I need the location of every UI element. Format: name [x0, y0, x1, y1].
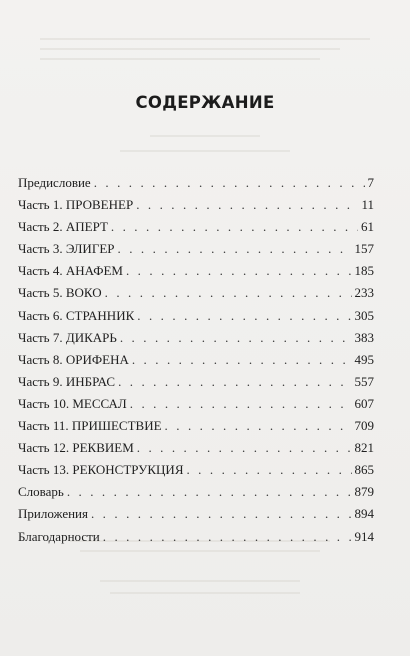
toc-entry-title: Часть 12. РЕКВИЕМ — [18, 440, 134, 456]
toc-entry-title: Благодарности — [18, 528, 100, 544]
dot-leader — [132, 352, 352, 368]
dot-leader — [105, 285, 352, 301]
table-of-contents — [18, 175, 374, 551]
show-through-line — [40, 38, 370, 40]
toc-entry — [18, 529, 374, 551]
toc-entry — [18, 175, 374, 197]
dot-leader — [118, 241, 352, 257]
toc-entry — [18, 263, 374, 285]
toc-entry-page-number: 821 — [354, 440, 374, 456]
dot-leader — [130, 396, 352, 412]
toc-entry-page-number: 557 — [354, 373, 374, 389]
toc-entry-page-number: 233 — [354, 285, 374, 301]
toc-entry-title: Часть 6. СТРАННИК — [18, 307, 135, 323]
dot-leader — [186, 462, 351, 478]
toc-entry-title: Часть 8. ОРИФЕНА — [18, 351, 129, 367]
toc-entry — [18, 330, 374, 352]
toc-entry-title: Часть 4. АНАФЕМ — [18, 263, 123, 279]
dot-leader — [137, 308, 351, 324]
toc-entry-page-number: 61 — [361, 219, 374, 235]
show-through-line — [40, 48, 340, 50]
toc-entry — [18, 484, 374, 506]
toc-entry-page-number: 157 — [354, 241, 374, 257]
dot-leader — [103, 529, 352, 545]
toc-entry-page-number: 11 — [361, 197, 374, 213]
show-through-line — [100, 580, 300, 582]
dot-leader — [137, 440, 352, 456]
dot-leader — [111, 219, 358, 235]
toc-entry-page-number: 607 — [354, 395, 374, 411]
toc-entry — [18, 374, 374, 396]
toc-entry — [18, 285, 374, 307]
toc-entry-title: Часть 2. АПЕРТ — [18, 219, 108, 235]
toc-entry-title: Часть 11. ПРИШЕСТВИЕ — [18, 418, 162, 434]
toc-entry-title: Часть 9. ИНБРАС — [18, 373, 116, 389]
toc-entry-title: Часть 10. МЕССАЛ — [18, 395, 127, 411]
toc-entry — [18, 352, 374, 374]
toc-entry-page-number: 894 — [354, 506, 374, 522]
dot-leader — [91, 506, 352, 522]
toc-entry-page-number: 383 — [354, 329, 374, 345]
show-through-line — [120, 150, 290, 152]
toc-entry-title: Приложения — [18, 506, 88, 522]
toc-entry-page-number: 709 — [354, 418, 374, 434]
toc-entry-page-number: 879 — [354, 484, 374, 500]
toc-entry-page-number: 914 — [354, 528, 374, 544]
toc-entry-page-number: 7 — [367, 175, 374, 190]
toc-entry — [18, 396, 374, 418]
show-through-line — [150, 135, 260, 137]
toc-entry-title: Часть 5. ВОКО — [18, 285, 102, 301]
page-title: СОДЕРЖАНИЕ — [135, 93, 275, 112]
toc-entry — [18, 506, 374, 528]
toc-entry — [18, 308, 374, 330]
toc-entry-page-number: 305 — [354, 307, 374, 323]
show-through-line — [110, 592, 300, 594]
toc-entry-page-number: 185 — [354, 263, 374, 279]
toc-entry-title: Словарь — [18, 484, 64, 500]
dot-leader — [67, 484, 352, 500]
toc-entry-title: Часть 13. РЕКОНСТРУКЦИЯ — [18, 462, 184, 478]
toc-entry-title: Часть 1. ПРОВЕНЕР — [18, 197, 134, 213]
toc-entry — [18, 462, 374, 484]
toc-entry-title: Часть 7. ДИКАРЬ — [18, 329, 117, 345]
toc-entry-title: Часть 3. ЭЛИГЕР — [18, 241, 115, 257]
toc-entry — [18, 241, 374, 263]
dot-leader — [136, 197, 358, 213]
toc-entry-title: Предисловие — [18, 175, 91, 190]
dot-leader — [94, 175, 365, 191]
show-through-line — [40, 58, 320, 60]
toc-entry — [18, 197, 374, 219]
dot-leader — [118, 374, 351, 390]
toc-entry — [18, 440, 374, 462]
dot-leader — [120, 330, 352, 346]
toc-entry-page-number: 495 — [354, 351, 374, 367]
dot-leader — [165, 418, 352, 434]
toc-entry — [18, 219, 374, 241]
toc-entry — [18, 418, 374, 440]
toc-entry-page-number: 865 — [354, 462, 374, 478]
dot-leader — [126, 263, 352, 279]
